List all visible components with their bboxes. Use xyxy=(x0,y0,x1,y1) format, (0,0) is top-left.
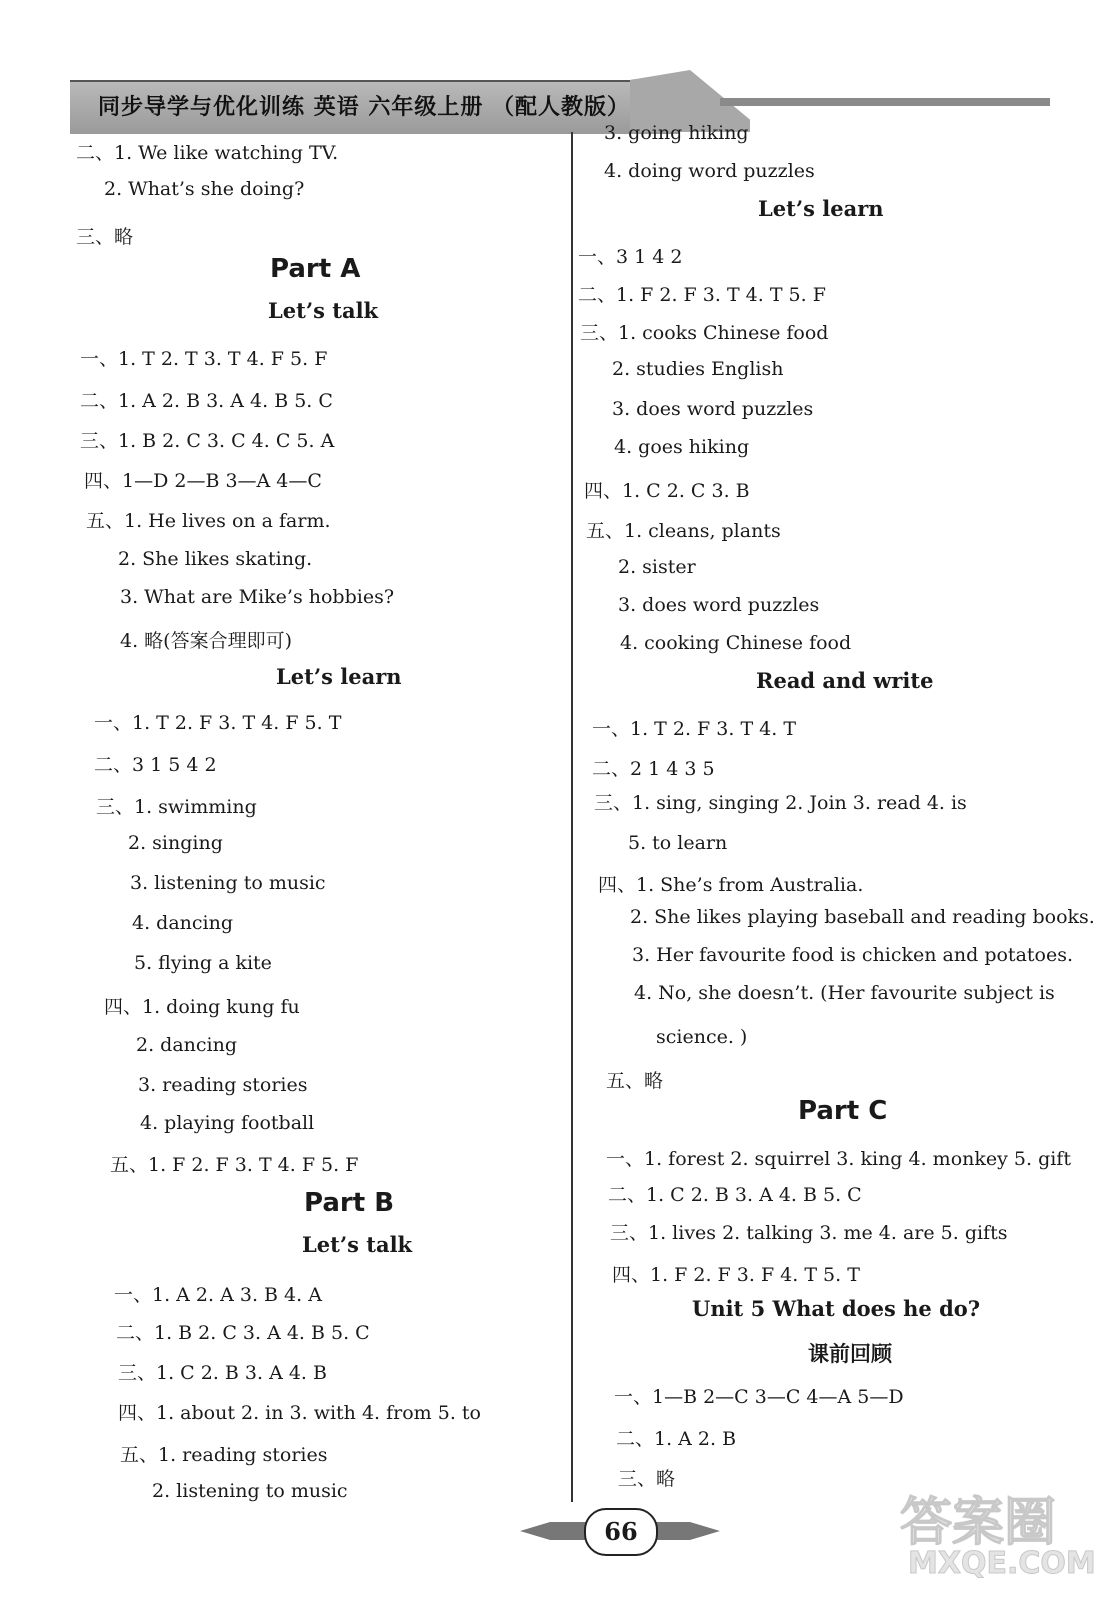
answer-line: 二、2 1 4 3 5 xyxy=(592,758,715,780)
watermark-text: 答案圈 xyxy=(900,1493,1057,1553)
answer-line: 4. No, she doesn’t. (Her favourite subject is xyxy=(634,982,1055,1004)
answer-line: 4. 略(答案合理即可) xyxy=(120,630,292,652)
answer-line: 二、3 1 5 4 2 xyxy=(94,754,217,776)
answer-line: 3. does word puzzles xyxy=(618,594,820,616)
answer-line: 四、1. F 2. F 3. F 4. T 5. T xyxy=(612,1264,860,1286)
answer-line: 一、1—B 2—C 3—C 4—A 5—D xyxy=(614,1386,904,1408)
answer-line: 2. She likes playing baseball and reading books. xyxy=(630,906,1095,928)
answer-line: 一、1. T 2. F 3. T 4. T xyxy=(592,718,796,740)
answer-line: 2. listening to music xyxy=(152,1480,348,1502)
answer-line: 2. dancing xyxy=(136,1034,238,1056)
answer-line: science. ) xyxy=(656,1026,748,1048)
answer-line: 三、1. B 2. C 3. C 4. C 5. A xyxy=(80,430,335,452)
answer-line: 三、略 xyxy=(76,226,134,248)
answer-line: 一、1. A 2. A 3. B 4. A xyxy=(114,1284,322,1306)
answer-line: 2. What’s she doing? xyxy=(104,178,305,200)
unit-title: Unit 5 What does he do? xyxy=(692,1296,981,1321)
answer-line: 四、1. C 2. C 3. B xyxy=(584,480,750,502)
answer-line: 一、1. T 2. F 3. T 4. F 5. T xyxy=(94,712,342,734)
review-heading: 课前回顾 xyxy=(808,1341,892,1366)
watermark-url: MXQE.COM xyxy=(908,1546,1096,1581)
header-rule xyxy=(720,98,1050,106)
answer-line: 五、1. F 2. F 3. T 4. F 5. F xyxy=(110,1154,359,1176)
answer-line: 4. dancing xyxy=(132,912,234,934)
answer-line: 二、1. C 2. B 3. A 4. B 5. C xyxy=(608,1184,862,1206)
answer-line: 3. going hiking xyxy=(604,122,749,144)
answer-line: 二、1. We like watching TV. xyxy=(76,142,339,164)
subsection-heading: Read and write xyxy=(756,668,934,693)
answer-line: 2. She likes skating. xyxy=(118,548,313,570)
subsection-heading: Let’s talk xyxy=(302,1232,413,1257)
answer-line: 2. sister xyxy=(618,556,696,578)
answer-line: 2. singing xyxy=(128,832,223,854)
answer-line: 三、略 xyxy=(618,1468,676,1490)
answer-line: 五、1. cleans, plants xyxy=(586,520,781,542)
answer-line: 四、1. about 2. in 3. with 4. from 5. to xyxy=(118,1402,481,1424)
answer-line: 四、1. She’s from Australia. xyxy=(598,874,864,896)
answer-line: 三、1. C 2. B 3. A 4. B xyxy=(118,1362,327,1384)
section-title-part-c: Part C xyxy=(798,1096,888,1126)
answer-line: 二、1. B 2. C 3. A 4. B 5. C xyxy=(116,1322,370,1344)
subsection-heading: Let’s learn xyxy=(276,664,402,689)
answer-line: 四、1—D 2—B 3—A 4—C xyxy=(84,470,322,492)
answer-line: 三、1. lives 2. talking 3. me 4. are 5. gifts xyxy=(610,1222,1008,1244)
answer-line: 5. flying a kite xyxy=(134,952,272,974)
answer-line: 5. to learn xyxy=(628,832,728,854)
answer-line: 4. doing word puzzles xyxy=(604,160,815,182)
answer-line: 3. reading stories xyxy=(138,1074,308,1096)
watermark-logo xyxy=(900,1480,1096,1590)
answer-line: 一、1. forest 2. squirrel 3. king 4. monkey 5. gift xyxy=(606,1148,1071,1170)
column-divider xyxy=(571,132,573,1502)
answer-line: 4. playing football xyxy=(140,1112,315,1134)
answer-line: 一、3 1 4 2 xyxy=(578,246,683,268)
answer-line: 3. What are Mike’s hobbies? xyxy=(120,586,395,608)
answer-line: 五、1. He lives on a farm. xyxy=(86,510,331,532)
answer-line: 3. Her favourite food is chicken and potatoes. xyxy=(632,944,1073,966)
page-footer xyxy=(520,1506,720,1556)
answer-line: 五、略 xyxy=(606,1070,664,1092)
answer-line: 四、1. doing kung fu xyxy=(104,996,300,1018)
section-title-part-b: Part B xyxy=(304,1188,395,1218)
answer-line: 3. listening to music xyxy=(130,872,326,894)
answer-line: 三、1. cooks Chinese food xyxy=(580,322,829,344)
answer-line: 三、1. swimming xyxy=(96,796,257,818)
header-title: 同步导学与优化训练 英语 六年级上册 （配人教版） xyxy=(98,94,630,120)
answer-line: 二、1. F 2. F 3. T 4. T 5. F xyxy=(578,284,826,306)
page-header xyxy=(70,70,1050,136)
subsection-heading: Let’s learn xyxy=(758,196,884,221)
answer-line: 二、1. A 2. B 3. A 4. B 5. C xyxy=(80,390,333,412)
answer-line: 3. does word puzzles xyxy=(612,398,814,420)
page-number: 66 xyxy=(584,1508,658,1556)
answer-line: 4. goes hiking xyxy=(614,436,750,458)
answer-line: 一、1. T 2. T 3. T 4. F 5. F xyxy=(80,348,328,370)
answer-line: 4. cooking Chinese food xyxy=(620,632,852,654)
subsection-heading: Let’s talk xyxy=(268,298,379,323)
section-title-part-a: Part A xyxy=(270,254,361,284)
answer-line: 二、1. A 2. B xyxy=(616,1428,737,1450)
answer-line: 三、1. sing, singing 2. Join 3. read 4. is xyxy=(594,792,967,814)
answer-line: 2. studies English xyxy=(612,358,784,380)
answer-line: 五、1. reading stories xyxy=(120,1444,328,1466)
